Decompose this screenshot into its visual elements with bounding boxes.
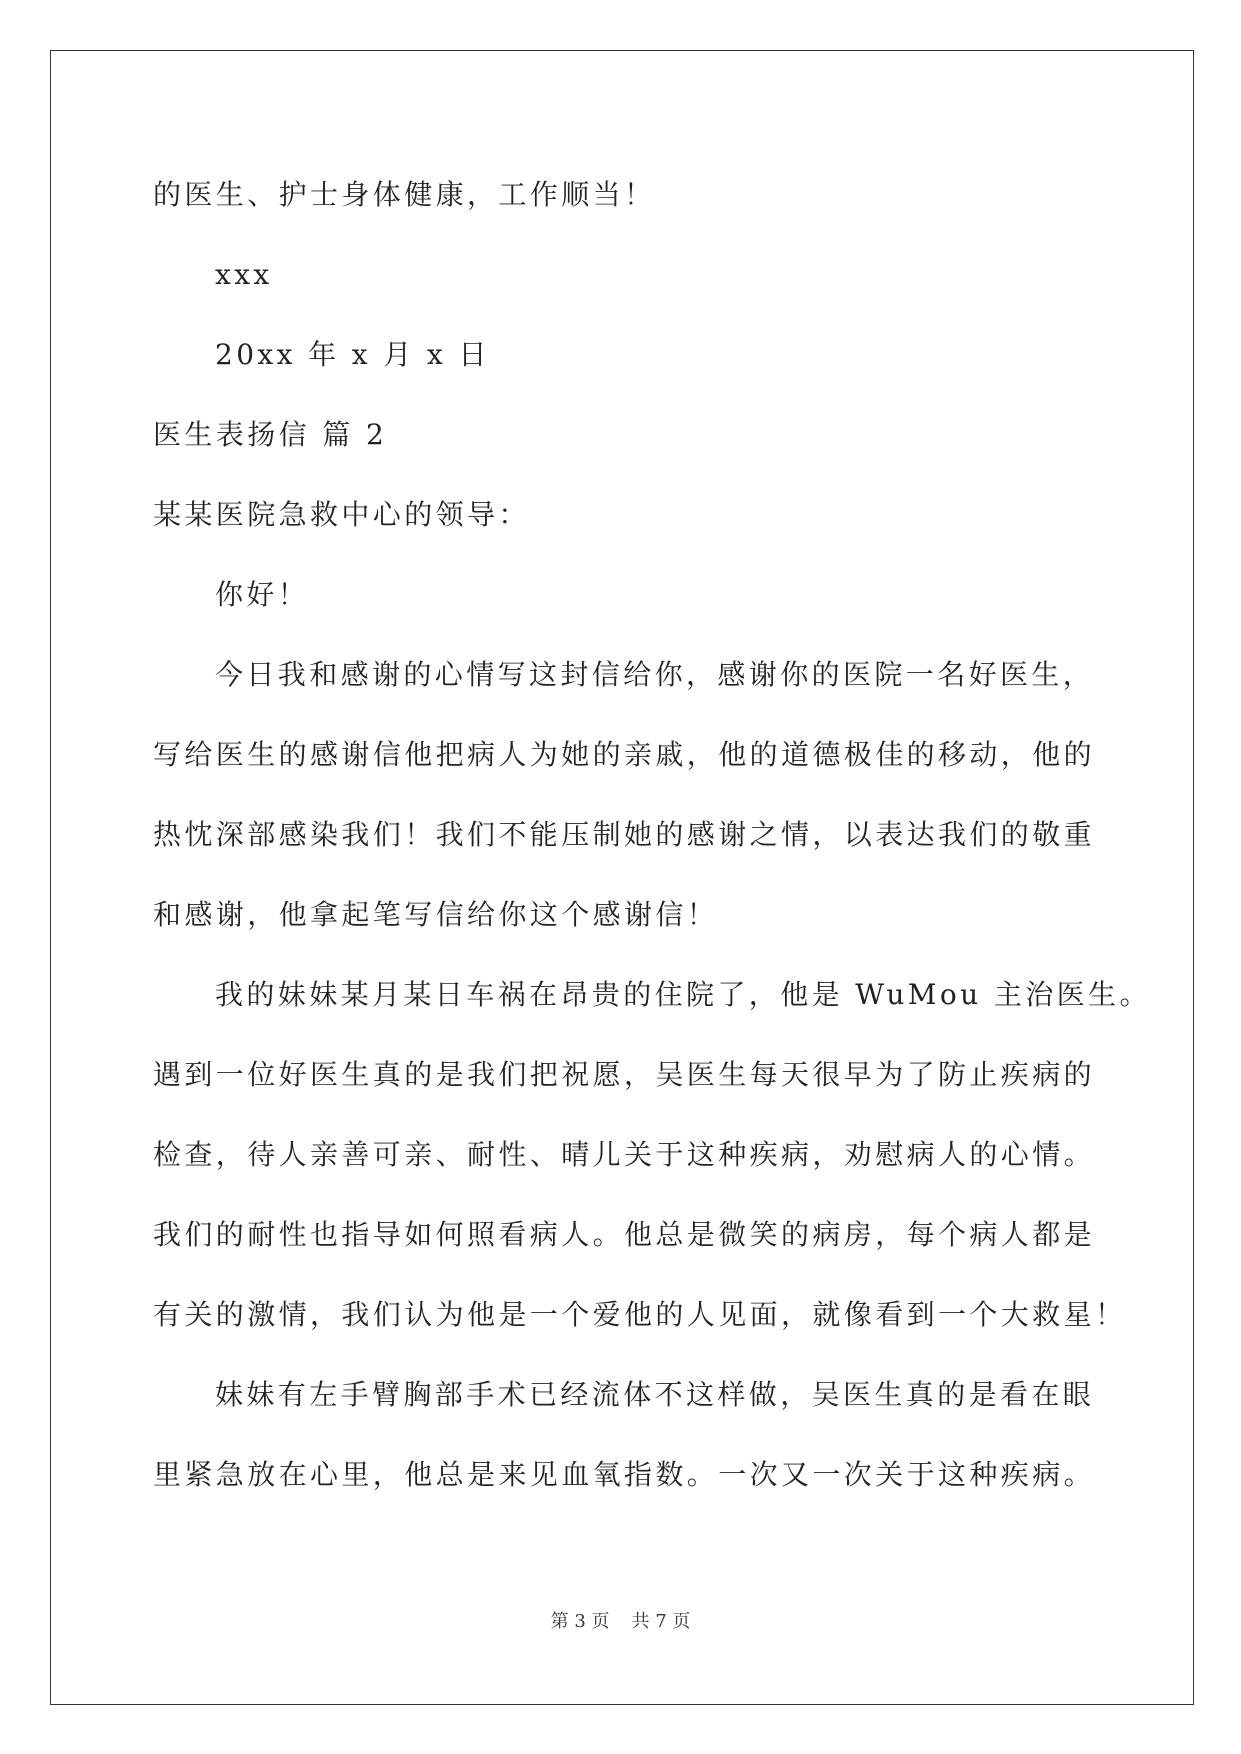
section-heading: 医生表扬信 篇 2 bbox=[153, 418, 388, 451]
paragraph-1-line-1: 今日我和感谢的心情写这封信给你，感谢你的医院一名好医生， bbox=[215, 658, 1095, 691]
page-footer bbox=[0, 1610, 1241, 1634]
paragraph-3-line-2: 里紧急放在心里，他总是来见血氧指数。一次又一次关于这种疾病。 bbox=[153, 1458, 1096, 1491]
paragraph-2-line-3: 检查，待人亲善可亲、耐性、晴儿关于这种疾病，劝慰病人的心情。 bbox=[153, 1138, 1096, 1171]
paragraph-1-line-2: 写给医生的感谢信他把病人为她的亲戚，他的道德极佳的移动，他的 bbox=[153, 738, 1096, 771]
paragraph-2-line-4: 我们的耐性也指导如何照看病人。他总是微笑的病房，每个病人都是 bbox=[153, 1218, 1096, 1251]
paragraph-3-line-1: 妹妹有左手臂胸部手术已经流体不这样做，吴医生真的是看在眼 bbox=[215, 1378, 1095, 1411]
text-line-date: 20xx 年 x 月 x 日 bbox=[215, 338, 490, 371]
paragraph-1-line-3: 热忱深部感染我们！我们不能压制她的感谢之情，以表达我们的敬重 bbox=[153, 818, 1096, 851]
text-line-salutation: 某某医院急救中心的领导： bbox=[153, 498, 530, 531]
page-total: 共 7 页 bbox=[631, 1611, 691, 1632]
text-line-closing-wish: 的医生、护士身体健康，工作顺当！ bbox=[153, 178, 656, 211]
text-line-greeting: 你好！ bbox=[215, 578, 310, 611]
paragraph-2-line-1: 我的妹妹某月某日车祸在昂贵的住院了，他是 WuMou 主治医生。 bbox=[215, 978, 1151, 1011]
paragraph-2-line-5: 有关的激情，我们认为他是一个爱他的人见面，就像看到一个大救星！ bbox=[153, 1298, 1127, 1331]
paragraph-1-line-4: 和感谢，他拿起笔写信给你这个感谢信！ bbox=[153, 898, 719, 931]
text-line-signature: xxx bbox=[215, 258, 273, 291]
paragraph-2-line-2: 遇到一位好医生真的是我们把祝愿，吴医生每天很早为了防止疾病的 bbox=[153, 1058, 1096, 1091]
page-number: 第 3 页 bbox=[550, 1611, 610, 1632]
